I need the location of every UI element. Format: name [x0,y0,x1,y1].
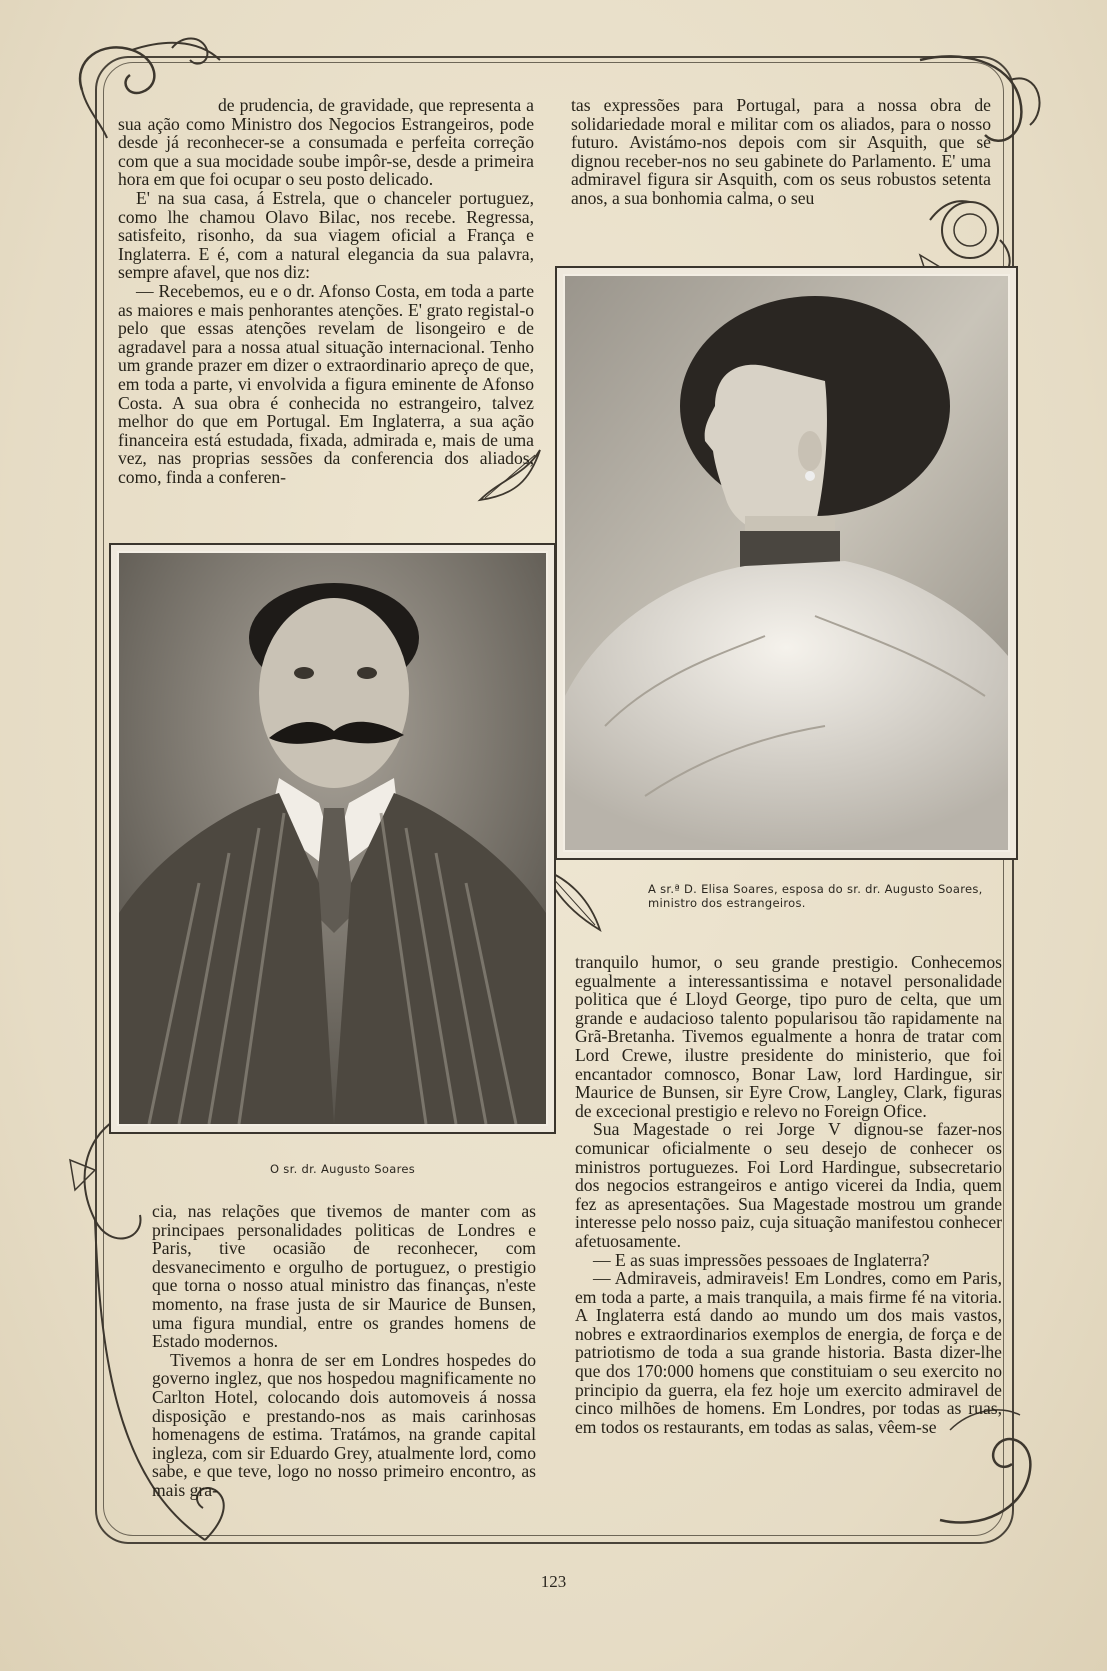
paragraph: tranquilo humor, o seu grande prestigio. Conhecemos egualmente a interessantissima e notavel personalidade politica que é Lloyd George, tipo puro de celta, que um grande e audacioso talento popularisou tão rapidamente na Grã-Bretanha. Tivemos egualmente a honra de tratar com Lord Crewe, ilustre presidente do ministerio, que foi encantador comnosco, Bonar Law, lord Hardingue, sir Maurice de Bunsen, sir Eyre Crow, Langley, Clark, figuras de excecional prestigio e relevo no Foreign Ofice. [575,952,1002,1121]
paragraph: E' na sua casa, á Estrela, que o chanceler portuguez, como lhe chamou Olavo Bilac, nos recebe. Regressa, satisfeito, risonho, da sua viagem oficial a França e Inglaterra. E é, com a natural elegancia da sua palavra, sempre afavel, que nos diz: [118,187,534,283]
paragraph: tas expressões para Portugal, para a nossa obra de solidariedade moral e militar com os aliados, para o nosso futuro. Avistámo-nos depois com sir Asquith, que se dignou receber-nos no seu gabinete do Parlamento. E' uma admiravel figura sir Asquith, com os seus robustos setenta anos, a sua bonhomia calma, o seu [571,95,991,208]
article-column-top-right [571,96,991,208]
portrait-photo-man [109,543,556,1134]
paragraph: — E as suas impressões pessoaes de Inglaterra? [593,1249,930,1270]
paragraph: cia, nas relações que tivemos de manter com as principaes personalidades politicas de Londres e Paris, tive ocasião de reconhecer, com desvanecimento e orgulho de portuguez, o prestigio que torna o nosso atual ministro das finanças, n'este momento, na frase justa de sir Maurice de Bunsen, uma figura mundial, entre os grandes homens de Estado modernos. [152,1201,536,1352]
article-column-bottom-right [575,953,1002,1436]
paragraph: — Recebemos, eu e o dr. Afonso Costa, em toda a parte as maiores e mais penhorantes atenções. E' grato registal-o pelo que essas atenções revelam de lisongeiro e de agradavel para a nossa atual situação internacional. Tenho um grande prazer em dizer o extraordinario apreço de que, em toda a parte, vi envolvida a figura eminente de Afonso Costa. A sua obra é conhecida no estrangeiro, talvez melhor do que em Portugal. Em Inglaterra, a sua ação financeira está estudada, fixada, admirada e, mais de uma vez, nas proprias sessões da conferencia dos aliados, como, finda a conferen- [118,280,534,487]
page-number: 123 [540,1572,567,1591]
paragraph: — Admiraveis, admiraveis! Em Londres, como em Paris, em toda a parte, a mais tranquila, a mais firme fé na vitoria. A Inglaterra está dando ao mundo um dos mais vastos, nobres e extraordinarios exemplos de energia, de força e de patriotismo de toda a sua grande historia. Basta dizer-lhe que dos 170:000 homens que constituiam o seu exercito no principio da guerra, ela fez hoje um exercito admiravel de cinco milhões de homens. Em Londres, por todas as ruas, em todos os restaurants, em todas as salas, vêem-se [575,1268,1002,1437]
paragraph: de prudencia, de gravidade, que representa a sua ação como Ministro dos Negocios Estrangeiros, pode desde já reconhecer-se a consumada e perfeita correção com que a sua mocidade soube impôr-se, desde a primeira hora em que foi ocupar o seu posto delicado. [118,95,534,190]
article-column-top-left [118,96,534,486]
photo-caption-man: O sr. dr. Augusto Soares [270,1162,416,1176]
paragraph: Tivemos a honra de ser em Londres hospedes do governo inglez, que nos hospedou magnificamente no Carlton Hotel, colocando dois automoveis á nossa disposição e prestando-nos as mais carinhosas homenagens de estima. Tratámos, na grande capital ingleza, com sir Eduardo Grey, atualmente lord, como sabe, e que teve, logo no nosso primeiro encontro, as mais gra- [152,1349,536,1500]
portrait-man-image [119,553,546,1124]
portrait-woman-image [565,276,1008,850]
portrait-photo-woman [555,266,1018,860]
photo-caption-woman: A sr.ª D. Elisa Soares, esposa do sr. dr. Augusto Soares, ministro dos estrangeiros. [648,882,983,910]
paragraph: Sua Magestade o rei Jorge V dignou-se fazer-nos comunicar oficialmente o seu desejo de conhecer os ministros portuguezes. Foi Lord Hardingue, subsecretario dos negocios estrangeiros e antigo vicerei da India, quem fez as apresentações. Sua Magestade mostrou um grande interesse pelo nosso paiz, cuja situação manifestou conhecer afetuosamente. [575,1119,1002,1251]
article-column-bottom-left [152,1202,536,1500]
